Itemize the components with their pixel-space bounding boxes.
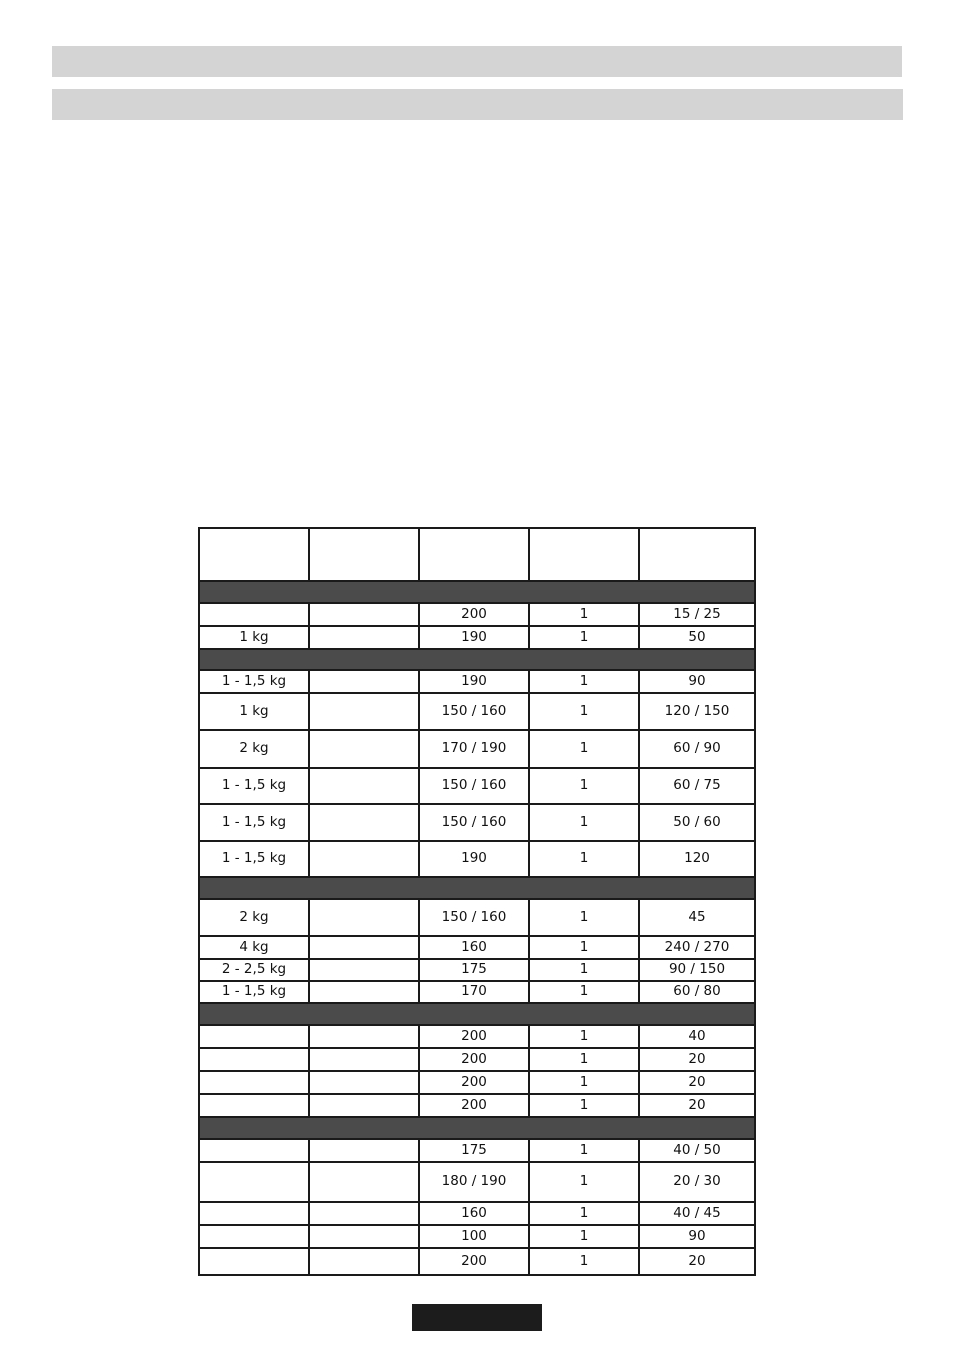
cell-temperature: 175: [419, 959, 529, 981]
header-cell-temperature: [419, 528, 529, 581]
cell-level: 1: [529, 670, 639, 693]
cell-food: [199, 1225, 309, 1248]
cell-temperature: 170 / 190: [419, 730, 529, 768]
cell-temperature: 200: [419, 1048, 529, 1071]
cell-level: 1: [529, 693, 639, 730]
cell-food: 1 kg: [199, 626, 309, 649]
table-row: [199, 959, 755, 981]
cell-weight: [309, 1162, 419, 1202]
section-header-cell: [199, 1003, 755, 1025]
cell-temperature: 200: [419, 1248, 529, 1275]
header-bar-top: [52, 46, 902, 77]
cell-level: 1: [529, 1225, 639, 1248]
section-header-row: [199, 877, 755, 899]
cell-time: 50: [639, 626, 755, 649]
table-row: [199, 603, 755, 626]
cell-time: 20: [639, 1248, 755, 1275]
cell-level: 1: [529, 899, 639, 936]
cell-temperature: 160: [419, 936, 529, 959]
cell-level: 1: [529, 981, 639, 1003]
cell-weight: [309, 768, 419, 804]
cell-weight: [309, 603, 419, 626]
cell-level: 1: [529, 1202, 639, 1225]
cell-level: 1: [529, 959, 639, 981]
table-row: [199, 1071, 755, 1094]
cell-food: 4 kg: [199, 936, 309, 959]
cell-time: 40 / 45: [639, 1202, 755, 1225]
cell-weight: [309, 841, 419, 877]
cell-weight: [309, 804, 419, 841]
section-header-row: [199, 649, 755, 670]
header-cell-time: [639, 528, 755, 581]
cell-time: 20: [639, 1071, 755, 1094]
cell-level: 1: [529, 1025, 639, 1048]
cell-temperature: 100: [419, 1225, 529, 1248]
table-row: [199, 730, 755, 768]
cell-food: 1 - 1,5 kg: [199, 841, 309, 877]
cell-time: 90 / 150: [639, 959, 755, 981]
cell-temperature: 175: [419, 1139, 529, 1162]
section-header-cell: [199, 649, 755, 670]
cell-weight: [309, 899, 419, 936]
cell-level: 1: [529, 1139, 639, 1162]
cell-temperature: 200: [419, 1025, 529, 1048]
section-header-row: [199, 1117, 755, 1139]
cell-weight: [309, 1248, 419, 1275]
cell-food: 1 - 1,5 kg: [199, 670, 309, 693]
cell-time: 60 / 80: [639, 981, 755, 1003]
section-header-cell: [199, 877, 755, 899]
table-row: [199, 768, 755, 804]
cell-temperature: 200: [419, 1094, 529, 1117]
cell-time: 40: [639, 1025, 755, 1048]
cell-temperature: 150 / 160: [419, 899, 529, 936]
cell-food: [199, 1162, 309, 1202]
cell-weight: [309, 670, 419, 693]
table-row: [199, 804, 755, 841]
cell-level: 1: [529, 804, 639, 841]
cell-temperature: 190: [419, 841, 529, 877]
table-row: [199, 936, 755, 959]
table-row: [199, 626, 755, 649]
cell-weight: [309, 693, 419, 730]
cell-time: 90: [639, 670, 755, 693]
cell-time: 45: [639, 899, 755, 936]
section-header-cell: [199, 581, 755, 603]
header-bar-second: [52, 89, 903, 120]
cell-food: [199, 1048, 309, 1071]
cell-weight: [309, 626, 419, 649]
table-row: [199, 670, 755, 693]
table-row: [199, 1202, 755, 1225]
cell-time: 240 / 270: [639, 936, 755, 959]
page-number-tab: [412, 1304, 542, 1331]
table-row: [199, 1139, 755, 1162]
table-row: [199, 1162, 755, 1202]
cell-temperature: 150 / 160: [419, 804, 529, 841]
cell-level: 1: [529, 603, 639, 626]
cell-time: 120 / 150: [639, 693, 755, 730]
table-row: [199, 1248, 755, 1275]
cell-time: 20: [639, 1048, 755, 1071]
header-cell-level: [529, 528, 639, 581]
cell-level: 1: [529, 626, 639, 649]
cell-level: 1: [529, 936, 639, 959]
table-row: [199, 1048, 755, 1071]
cell-temperature: 150 / 160: [419, 768, 529, 804]
cooking-table: [198, 527, 756, 1276]
cell-temperature: 180 / 190: [419, 1162, 529, 1202]
cell-temperature: 200: [419, 603, 529, 626]
cell-food: 2 - 2,5 kg: [199, 959, 309, 981]
table-row: [199, 899, 755, 936]
cell-time: 20: [639, 1094, 755, 1117]
section-header-cell: [199, 1117, 755, 1139]
cell-level: 1: [529, 1048, 639, 1071]
cell-time: 15 / 25: [639, 603, 755, 626]
cell-weight: [309, 1071, 419, 1094]
cell-level: 1: [529, 1071, 639, 1094]
cell-time: 50 / 60: [639, 804, 755, 841]
cell-food: [199, 1094, 309, 1117]
table-row: [199, 1094, 755, 1117]
cell-weight: [309, 1202, 419, 1225]
cell-food: 1 - 1,5 kg: [199, 981, 309, 1003]
table-header-row: [199, 528, 755, 581]
table-row: [199, 1225, 755, 1248]
cell-weight: [309, 1025, 419, 1048]
cell-level: 1: [529, 768, 639, 804]
cell-food: 1 kg: [199, 693, 309, 730]
cell-level: 1: [529, 1162, 639, 1202]
cell-food: [199, 1025, 309, 1048]
cell-time: 60 / 75: [639, 768, 755, 804]
cell-temperature: 170: [419, 981, 529, 1003]
cell-weight: [309, 730, 419, 768]
cell-food: [199, 1139, 309, 1162]
table-row: [199, 981, 755, 1003]
table-row: [199, 1025, 755, 1048]
cell-food: [199, 1202, 309, 1225]
cell-weight: [309, 936, 419, 959]
cell-level: 1: [529, 1094, 639, 1117]
table-row: [199, 693, 755, 730]
cell-weight: [309, 1048, 419, 1071]
cell-food: [199, 603, 309, 626]
cell-temperature: 200: [419, 1071, 529, 1094]
cell-temperature: 190: [419, 670, 529, 693]
cell-time: 40 / 50: [639, 1139, 755, 1162]
cell-weight: [309, 959, 419, 981]
table-row: [199, 841, 755, 877]
cell-level: 1: [529, 730, 639, 768]
cell-temperature: 150 / 160: [419, 693, 529, 730]
cell-level: 1: [529, 1248, 639, 1275]
header-cell-food: [199, 528, 309, 581]
cell-food: 1 - 1,5 kg: [199, 768, 309, 804]
cell-food: 2 kg: [199, 899, 309, 936]
cell-food: 1 - 1,5 kg: [199, 804, 309, 841]
cell-weight: [309, 1094, 419, 1117]
section-header-row: [199, 1003, 755, 1025]
cell-food: 2 kg: [199, 730, 309, 768]
cell-temperature: 190: [419, 626, 529, 649]
section-header-row: [199, 581, 755, 603]
cell-food: [199, 1071, 309, 1094]
cell-weight: [309, 1139, 419, 1162]
cell-temperature: 160: [419, 1202, 529, 1225]
cell-time: 90: [639, 1225, 755, 1248]
cell-weight: [309, 981, 419, 1003]
cell-weight: [309, 1225, 419, 1248]
cell-time: 60 / 90: [639, 730, 755, 768]
cell-level: 1: [529, 841, 639, 877]
cell-time: 120: [639, 841, 755, 877]
cell-time: 20 / 30: [639, 1162, 755, 1202]
header-cell-weight: [309, 528, 419, 581]
cell-food: [199, 1248, 309, 1275]
